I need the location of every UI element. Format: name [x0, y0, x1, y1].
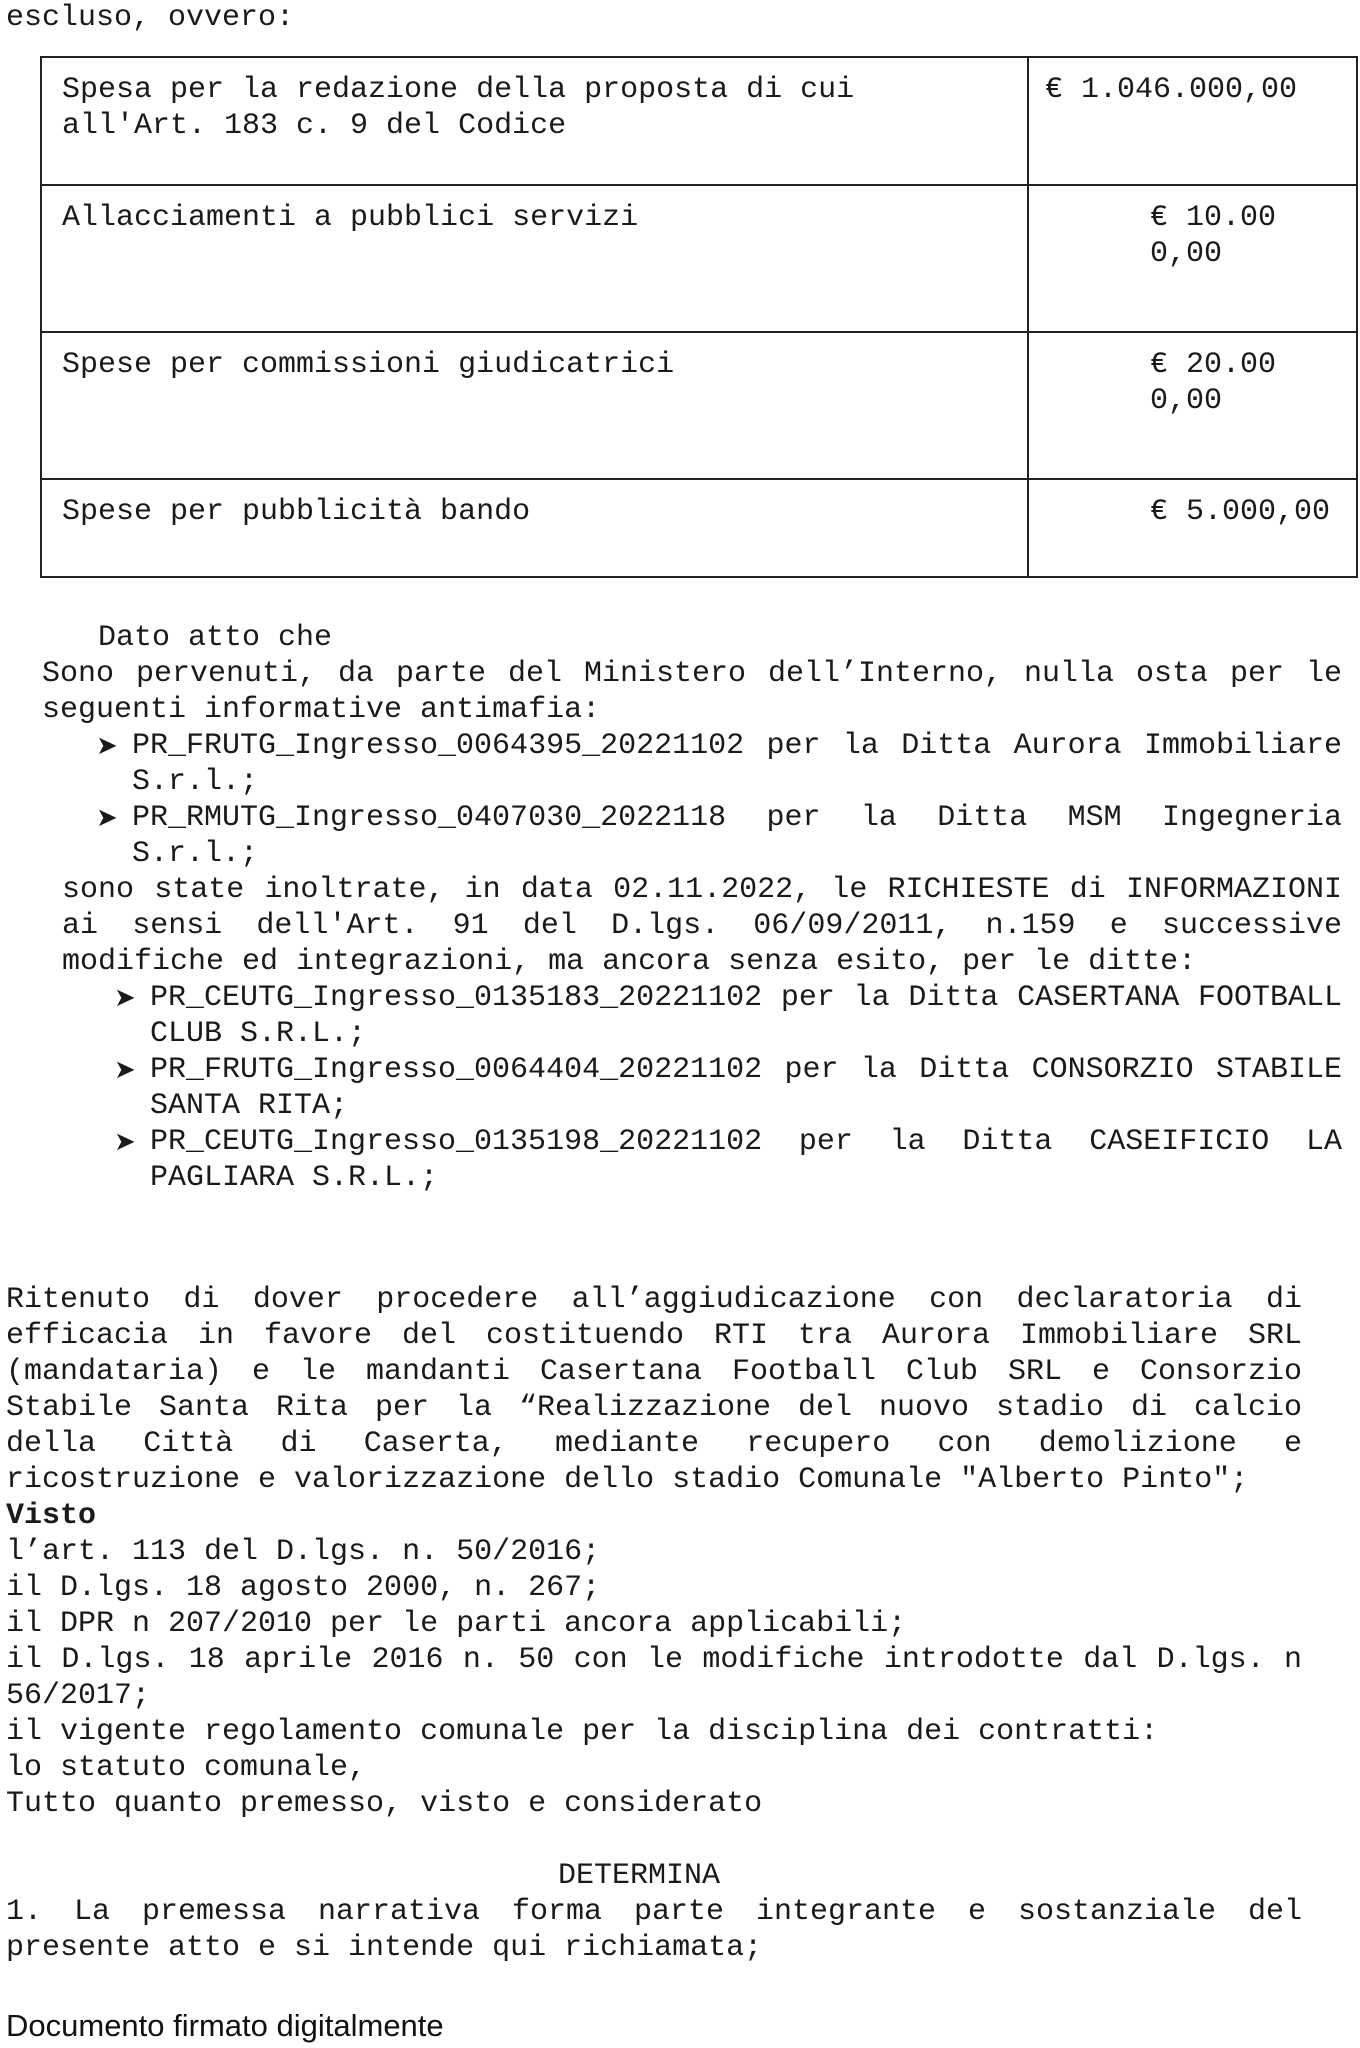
cost-amount-value: € 1.046.000,00 [1045, 73, 1298, 107]
list-item [42, 800, 1342, 872]
visto-item: il D.lgs. 18 agosto 2000, n. 267; [6, 1571, 601, 1605]
cost-description: Spesa per la redazione della proposta di cui all'Art. 183 c. 9 del Codice [41, 57, 1028, 185]
visto-item: il vigente regolamento comunale per la disciplina dei contratti: [6, 1715, 1159, 1749]
spacer [6, 1822, 1302, 1858]
pending-item: PR_CEUTG_Ingresso_0135198_20221102 per la Ditta CASEIFICIO LA PAGLIARA S.R.L.; [150, 1125, 1342, 1195]
dato-atto-heading: Dato atto che [98, 621, 333, 655]
nulla-osta-item: PR_RMUTG_Ingresso_0407030_2022118 per la Ditta MSM Ingegneria S.r.l.; [132, 801, 1342, 871]
table-row [41, 479, 1357, 577]
list-item [42, 980, 1342, 1052]
list-item [42, 1052, 1342, 1124]
intro-line: escluso, ovvero: [6, 1, 295, 35]
list-item [42, 728, 1342, 800]
visto-item: l’art. 113 del D.lgs. n. 50/2016; [6, 1535, 601, 1569]
digital-signature-footer: Documento firmato digitalmente [6, 2008, 444, 2043]
arrow-bullet-icon: ➤ [96, 731, 118, 761]
dato-atto-intro: Sono pervenuti, da parte del Ministero dell’Interno, nulla osta per le seguenti informative antimafia: [42, 657, 1342, 727]
nulla-osta-item: PR_FRUTG_Ingresso_0064395_20221102 per la Ditta Aurora Immobiliare S.r.l.; [132, 729, 1342, 799]
arrow-bullet-icon: ➤ [96, 803, 118, 833]
arrow-bullet-icon: ➤ [114, 983, 136, 1013]
cost-description: Allacciamenti a pubblici servizi [41, 185, 1028, 332]
determina-heading: DETERMINA [557, 1859, 721, 1893]
cost-description: Spese per commissioni giudicatrici [41, 332, 1028, 479]
pending-item: PR_FRUTG_Ingresso_0064404_20221102 per la Ditta CONSORZIO STABILE SANTA RITA; [150, 1053, 1342, 1123]
costs-table [40, 56, 1358, 578]
visto-heading: Visto [6, 1499, 97, 1533]
cost-amount-value: € 10.000,00 [1150, 201, 1277, 271]
ritenuto-paragraph: Ritenuto di dover procedere all’aggiudicazione con declaratoria di efficacia in favore del costituendo RTI tra Aurora Immobiliare SRL (mandataria) e le mandanti Casertana Football Club SRL e Consorzio Stabile Santa Rita per la “Realizzazione del nuovo stadio di calcio della Città di Caserta, mediante recupero con demolizione e ricostruzione e valorizzazione dello stadio Comunale "Alberto Pinto"; [6, 1283, 1302, 1497]
richieste-paragraph: sono state inoltrate, in data 02.11.2022, le RICHIESTE di INFORMAZIONI ai sensi dell'Art. 91 del D.lgs. 06/09/2011, n.159 e successive modifiche ed integrazioni, ma ancora senza esito, per le ditte: [62, 873, 1342, 979]
dato-atto-section [42, 620, 1342, 1196]
cost-description: Spese per pubblicità bando [41, 479, 1028, 577]
determina-point-1: 1. La premessa narrativa forma parte integrante e sostanziale del presente atto e si intende qui richiamata; [6, 1895, 1302, 1965]
visto-item: lo statuto comunale, [6, 1751, 367, 1785]
table-row [41, 57, 1357, 185]
main-body [6, 1282, 1302, 1966]
visto-item: Tutto quanto premesso, visto e considerato [6, 1787, 763, 1821]
cost-amount [1028, 479, 1357, 577]
cost-amount-value: € 20.000,00 [1150, 348, 1277, 418]
arrow-bullet-icon: ➤ [114, 1127, 136, 1157]
cost-amount [1028, 57, 1357, 185]
cost-amount [1028, 332, 1357, 479]
visto-item: il DPR n 207/2010 per le parti ancora applicabili; [6, 1607, 907, 1641]
visto-item: il D.lgs. 18 aprile 2016 n. 50 con le modifiche introdotte dal D.lgs. n 56/2017; [6, 1643, 1302, 1713]
list-item [42, 1124, 1342, 1196]
cost-amount [1028, 185, 1357, 332]
table-row [41, 332, 1357, 479]
pending-item: PR_CEUTG_Ingresso_0135183_20221102 per la Ditta CASERTANA FOOTBALL CLUB S.R.L.; [150, 981, 1342, 1051]
cost-amount-value: € 5.000,00 [1150, 495, 1331, 529]
table-row [41, 185, 1357, 332]
arrow-bullet-icon: ➤ [114, 1055, 136, 1085]
